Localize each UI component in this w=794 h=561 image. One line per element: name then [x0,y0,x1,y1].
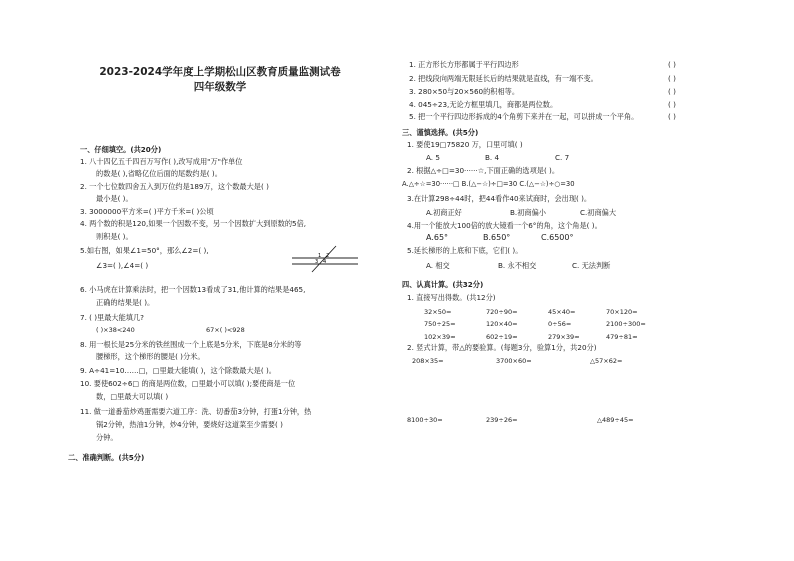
question-2-line-1: 2. 一个七位数四舍五入到万位约是189万，这个数最大是( ) [80,182,269,191]
choice-1-option-a: A. 5 [426,153,440,162]
angle-label-3: 3 [315,259,319,265]
choice-4-option-b: B.650° [483,233,511,242]
question-7: 7. ( )里最大能填几? [80,313,144,322]
question-11-line-2: 锅2分钟，热油1分钟，炒4分钟，要烧好这道菜至少需要( ) [96,420,283,429]
vertical-calc-item: △489÷45= [597,416,634,424]
question-5-line-2: ∠3=( ),∠4=( ) [96,261,149,270]
oral-calc-item: 279×39≈ [548,333,580,341]
oral-calc-item: 750÷25= [424,320,456,328]
question-5-line-1: 5.如右图，如果∠1=50°，那么∠2=( ), [80,246,209,255]
judge-5-answer: ( ) [668,112,676,121]
judge-5: 5. 把一个平行四边形拆成的4个角剪下来并在一起，可以拼成一个平角。 [409,112,639,121]
question-6-line-2: 正确的结果是( )。 [96,298,155,307]
choice-5-option-a: A. 相交 [426,261,450,270]
judge-4-answer: ( ) [668,100,676,109]
section-3-heading: 三、谨慎选择。(共5分) [402,128,479,137]
angle-label-2: 2 [326,253,330,259]
choice-4-option-a: A.65° [426,233,449,242]
judge-3-answer: ( ) [668,87,676,96]
oral-calc-item: 120×40= [486,320,518,328]
exam-title: 2023-2024学年度上学期松山区教育质量监测试卷 [99,66,341,78]
oral-calc-item: 602÷19≈ [486,333,518,341]
oral-calc-item: 45×40= [548,308,576,316]
choice-2: 2. 根据△÷□=30······☆,下面正确的选项是( )。 [407,166,560,175]
oral-calc-item: 479÷81≈ [606,333,638,341]
question-9: 9. A÷41=10……□，□里最大能填( )，这个除数最大是( )。 [80,366,276,375]
choice-1-option-b: B. 4 [485,153,500,162]
exam-subtitle: 四年级数学 [193,81,247,93]
oral-calc-item: 70×120= [606,308,638,316]
choice-5: 5.延长梯形的上底和下底，它们( )。 [407,246,523,255]
choice-3-option-a: A.初商正好 [426,208,462,217]
question-10-line-1: 10. 要使602÷6□ 的商是两位数，□里最小可以填( );要使商是一位 [80,379,296,388]
vertical-calc-item: △57×62= [590,357,623,365]
vertical-calc-item: 8100÷30= [407,416,443,424]
choice-3-option-b: B.初商偏小 [510,208,546,217]
question-7-inequality-a: ( )×38<240 [96,326,135,334]
choice-2-options: A.△÷☆=30······□ B.(△−☆)÷□=30 C.(△−☆)÷○=30 [402,180,575,188]
section-2-heading: 二、准确判断。(共5分) [68,453,145,462]
question-2-line-2: 最小是( )。 [96,194,133,203]
question-3: 3. 3000000平方米=( )平方千米=( )公顷 [80,207,214,216]
oral-calc-item: 0÷56= [548,320,572,328]
judge-2: 2. 把线段向两端无限延长后的结果就是直线，有一端不变。 [409,74,598,83]
judge-1: 1. 正方形长方形都属于平行四边形 [409,60,519,69]
question-11-line-1: 11. 做一道番茄炒鸡蛋需要六道工序：洗、切番茄3分钟，打蛋1分钟，热 [80,407,312,416]
judge-1-answer: ( ) [668,60,676,69]
choice-1: 1. 要使19□75820 万，口里可填( ) [407,140,523,149]
angle-diagram [290,243,360,273]
angle-label-1: 1 [318,253,322,259]
oral-calc-item: 32×50= [424,308,452,316]
choice-5-option-b: B. 永不相交 [498,261,537,270]
choice-4-option-c: C.6500° [541,233,574,242]
vertical-calc-item: 3700×60= [496,357,532,365]
question-7-inequality-b: 67×( )<928 [206,326,245,334]
choice-3: 3.在计算298÷44时，把44看作40来试商时，会出现( )。 [407,194,592,203]
section-1-heading: 一、仔细填空。(共20分) [80,145,162,154]
choice-4: 4.用一个能放大100倍的放大镜看一个6°的角，这个角是( )。 [407,221,602,230]
section-4-heading: 四、认真计算。(共32分) [402,280,484,289]
oral-calc-item: 720÷90= [486,308,518,316]
question-8-line-1: 8. 用一根长是25分米的铁丝围成一个上底是5分米，下底是8分米的等 [80,340,302,349]
oral-calc-item: 2100÷300= [606,320,646,328]
choice-1-option-c: C. 7 [555,153,570,162]
vertical-calc-item: 208×35= [412,357,444,365]
question-6-line-1: 6. 小马虎在计算乘法时，把一个因数13看成了31,他计算的结果是465, [80,285,306,294]
question-10-line-2: 数，□里最大可以填( ) [96,392,169,401]
judge-2-answer: ( ) [668,74,676,83]
question-8-line-2: 腰梯形，这个梯形的腰是( )分米。 [96,352,205,361]
calc-part-1-heading: 1. 直接写出得数。(共12分) [407,293,496,302]
question-4-line-2: 则积是( )。 [96,232,133,241]
oral-calc-item: 102×39≈ [424,333,456,341]
choice-3-option-c: C.初商偏大 [580,208,617,217]
calc-part-2-heading: 2. 竖式计算，带△的要验算。(每题3分，验算1分，共20分) [407,343,597,352]
question-1-line-2: 的数是( ),省略亿位后面的尾数约是( )。 [96,169,222,178]
question-11-line-3: 分钟。 [96,433,118,442]
question-1-line-1: 1. 八十四亿五千四百万写作( ),改写成用"万"作单位 [80,157,243,166]
judge-3: 3. 280×50与20×560的积相等。 [409,87,520,96]
vertical-calc-item: 239÷26= [486,416,518,424]
angle-label-4: 4 [323,259,327,265]
question-4-line-1: 4. 两个数的积是120,如果一个因数不变，另一个因数扩大到原数的5倍, [80,219,307,228]
judge-4: 4. 045÷23,无论方框里填几，商都是两位数。 [409,100,558,109]
choice-5-option-c: C. 无法判断 [572,261,611,270]
